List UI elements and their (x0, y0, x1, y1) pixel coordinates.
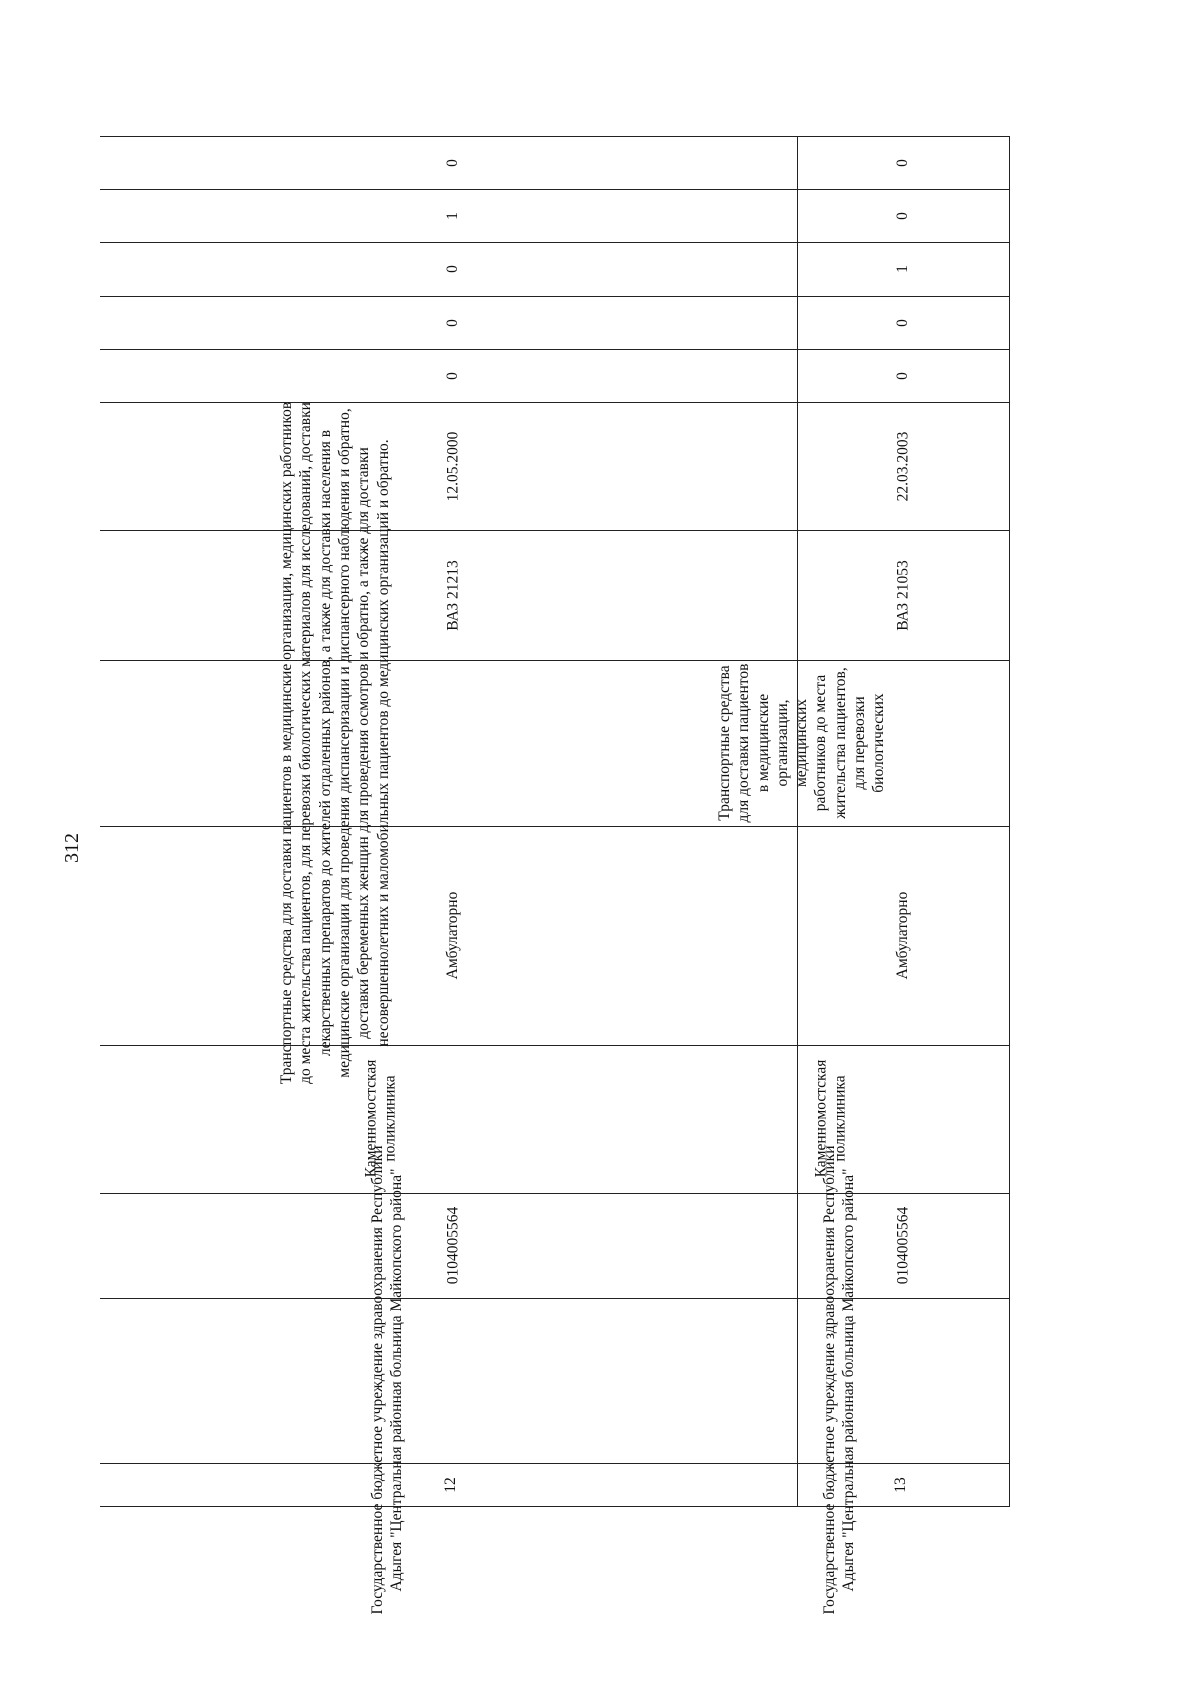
value-cell-1 (427, 350, 479, 402)
date-value: 12.05.2000 (444, 431, 462, 502)
subdivision-name: Каменномостская поликлиника (812, 1059, 849, 1178)
value-cell-2 (427, 297, 479, 349)
row-number: 12 (442, 1477, 460, 1493)
table-border-top (100, 136, 1010, 137)
inn-value: 0104005564 (894, 1206, 912, 1285)
condition-value: Амбулаторно (443, 891, 461, 980)
value-5: 0 (444, 159, 462, 167)
date-cell (390, 403, 517, 531)
vehicle-cell (839, 531, 968, 661)
value-2: 0 (894, 319, 912, 327)
value-4: 0 (894, 212, 912, 220)
purpose-text: Транспортные средства для доставки пациентов в медицинские организации, медицинских работников до места жительства пациентов, для перевозки биологических (716, 663, 888, 823)
column-divider (100, 296, 1010, 297)
value-4: 1 (444, 212, 462, 220)
value-3: 0 (444, 265, 462, 273)
subdivision-cell (812, 1045, 961, 1193)
condition-value: Амбулаторно (893, 891, 911, 980)
value-3: 1 (894, 265, 912, 273)
purpose-text: Транспортные средства для доставки пациентов в медицинские организации, медицинских работников до места жительства пациентов, для перевозки биологических материалов для исследований, доставки лекарственных препаратов до жителей отдаленных районов, а также для доставки населения в медицинские организации для проведения диспансеризации и диспансерного наблюдения и обратно, доставки беременных женщин для проведения осмотров и обратно, а также для доставки несовершеннолетних и маломобильных пациентов до медицинских организаций и обратно. (278, 401, 392, 1085)
inn-value: 0104005564 (444, 1206, 462, 1285)
vehicle-cell (389, 531, 518, 661)
table-border-right (1009, 136, 1010, 1506)
date-cell (840, 403, 967, 531)
page-number: 312 (61, 833, 83, 863)
date-value: 22.03.2003 (894, 431, 912, 502)
value-cell-2 (877, 297, 929, 349)
value-1: 0 (894, 372, 912, 380)
value-cell-3 (877, 243, 929, 295)
condition-cell (793, 826, 1012, 1045)
column-divider (100, 189, 1010, 190)
inn-cell (851, 1194, 956, 1298)
value-cell-1 (877, 350, 929, 402)
institution-name: Государственное бюджетное учреждение здравоохранения Республики Адыгея "Центральная районная больница Майкопского района" (821, 1145, 858, 1615)
value-cell-5 (877, 137, 929, 189)
value-cell-4 (427, 190, 479, 242)
value-cell-3 (427, 243, 479, 295)
value-cell-5 (427, 137, 479, 189)
value-5: 0 (894, 159, 912, 167)
value-1: 0 (444, 372, 462, 380)
vehicle-model: ВАЗ 21053 (894, 560, 912, 631)
row-number: 13 (892, 1477, 910, 1493)
vehicle-model: ВАЗ 21213 (444, 560, 462, 631)
inn-cell (401, 1194, 506, 1298)
value-cell-4 (877, 190, 929, 242)
subdivision-name: Каменномостская поликлиника (362, 1059, 399, 1178)
column-divider (100, 349, 1010, 350)
purpose-cell (715, 660, 888, 826)
column-divider (100, 242, 1010, 243)
institution-name: Государственное бюджетное учреждение здравоохранения Республики Адыгея "Центральная районная больница Майкопского района" (369, 1145, 406, 1615)
value-2: 0 (444, 319, 462, 327)
